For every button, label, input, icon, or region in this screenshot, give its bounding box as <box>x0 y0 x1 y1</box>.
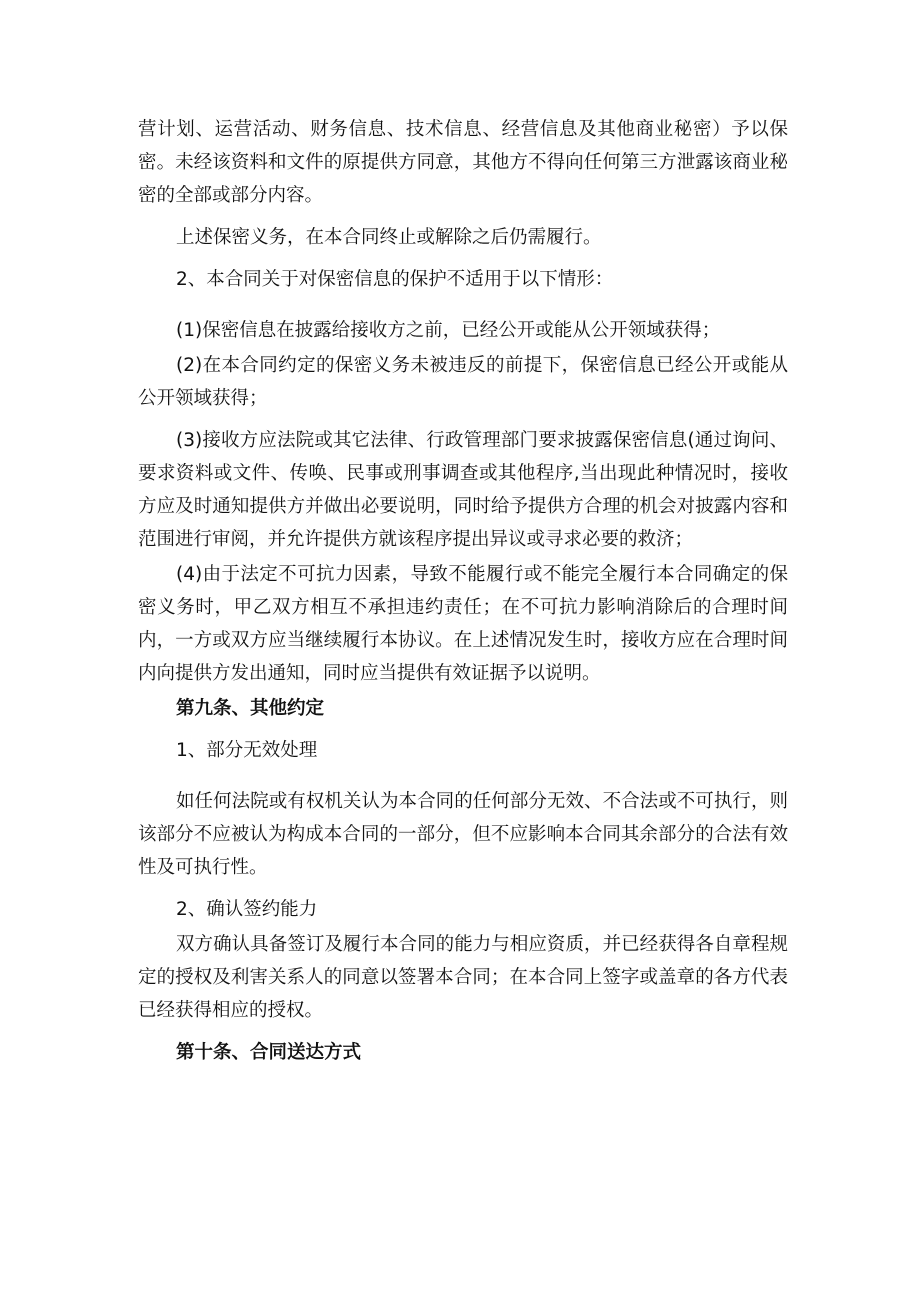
paragraph-confidential-scope: 营计划、运营活动、财务信息、技术信息、经营信息及其他商业秘密）予以保密。未经该资料和文件的原提供方同意，其他方不得向任何第三方泄露该商业秘密的全部或部分内容。 <box>138 119 788 206</box>
paragraph-partial-invalidity: 如任何法院或有权机关认为本合同的任何部分无效、不合法或不可执行，则该部分不应被认为构成本合同的一部分，但不应影响本合同其余部分的合法有效性及可执行性。 <box>138 791 788 878</box>
paragraph-exclusion-2: (2)在本合同约定的保密义务未被违反的前提下，保密信息已经公开或能从公开领域获得； <box>138 355 788 409</box>
paragraph-obligation-survival: 上述保密义务，在本合同终止或解除之后仍需履行。 <box>176 227 602 248</box>
section-signing-capacity-heading: 2、确认签约能力 <box>176 899 318 920</box>
paragraph-exclusion-1: (1)保密信息在披露给接收方之前，已经公开或能从公开领域获得； <box>176 320 721 341</box>
article-10-heading: 第十条、合同送达方式 <box>176 1042 362 1063</box>
article-9-heading: 第九条、其他约定 <box>176 698 325 719</box>
document-body <box>138 113 788 1069</box>
paragraph-exclusion-3: (3)接收方应法院或其它法律、行政管理部门要求披露保密信息(通过询问、要求资料或文件、传唤、民事或刑事调查或其他程序,当出现此种情况时，接收方应及时通知提供方并做出必要说明，同时给予提供方合理的机会对披露内容和范围进行审阅，并允许提供方就该程序提出异议或寻求必要的救济； <box>138 430 788 550</box>
paragraph-exclusion-4: (4)由于法定不可抗力因素，导致不能履行或不能完全履行本合同确定的保密义务时，甲乙双方相互不承担违约责任；在不可抗力影响消除后的合理时间内，一方或双方应当继续履行本协议。在上述情况发生时，接收方应在合理时间内向提供方发出通知，同时应当提供有效证据予以说明。 <box>138 564 788 684</box>
section-partial-invalidity-heading: 1、部分无效处理 <box>176 740 318 761</box>
paragraph-signing-capacity: 双方确认具备签订及履行本合同的能力与相应资质，并已经获得各自章程规定的授权及利害关系人的同意以签署本合同；在本合同上签字或盖章的各方代表已经获得相应的授权。 <box>138 934 788 1021</box>
paragraph-exclusions-heading: 2、本合同关于对保密信息的保护不适用于以下情形： <box>176 269 614 290</box>
